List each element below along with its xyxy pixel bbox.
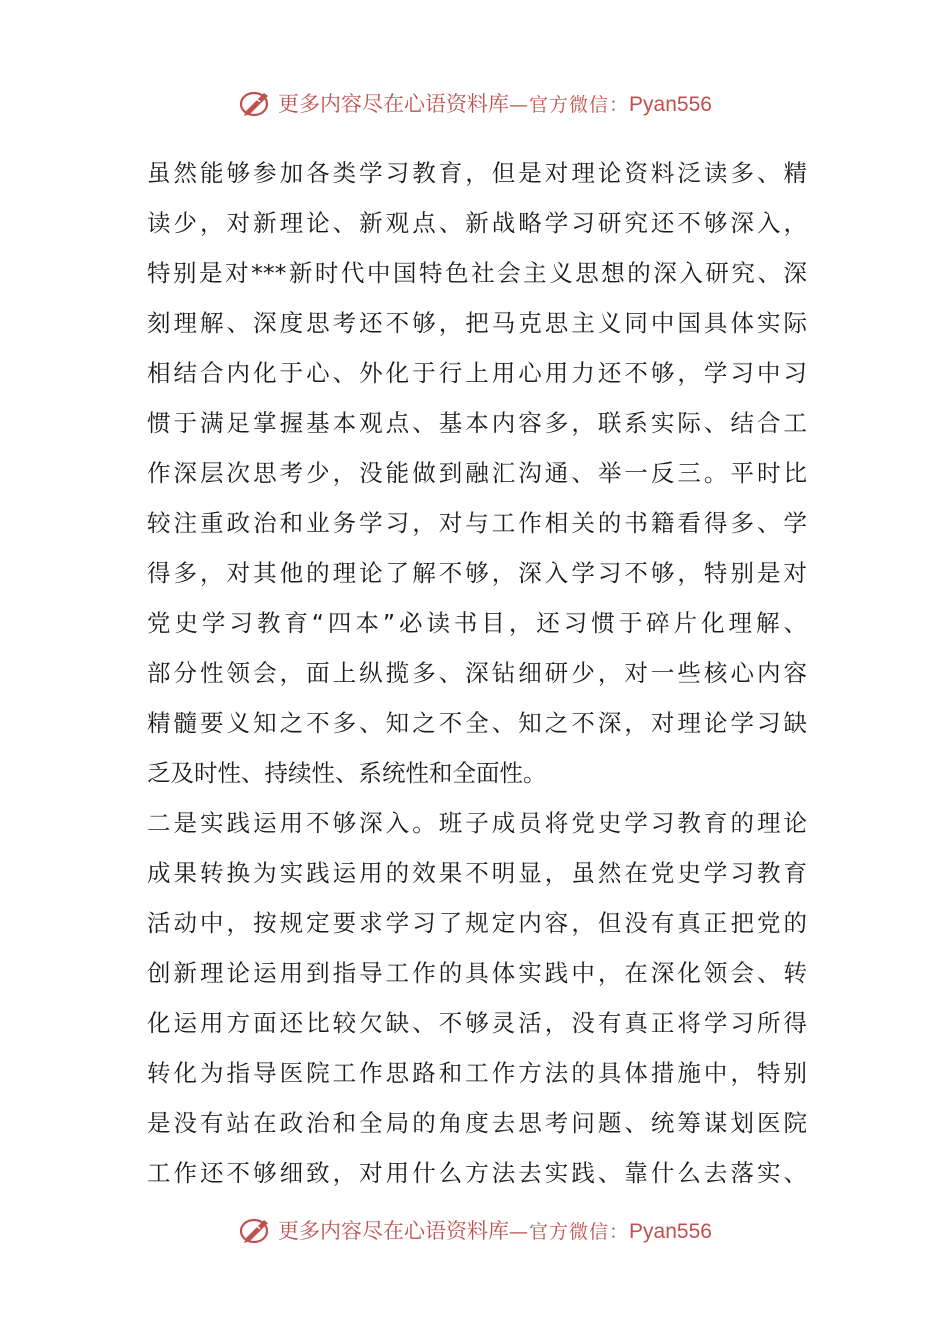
pen-logo-icon xyxy=(238,1214,274,1246)
footer-wechat-id: Pyan556 xyxy=(629,1220,712,1243)
body-line: 惯于满足掌握基本观点、基本内容多，联系实际、结合工 xyxy=(147,409,807,437)
footer-banner-text xyxy=(278,1215,712,1245)
body-line: 虽然能够参加各类学习教育，但是对理论资料泛读多、精 xyxy=(147,159,807,187)
pen-logo-icon xyxy=(238,87,274,119)
body-line: 读少，对新理论、新观点、新战略学习研究还不够深入， xyxy=(147,209,807,237)
header-banner-text xyxy=(278,88,712,118)
body-line: 得多，对其他的理论了解不够，深入学习不够，特别是对 xyxy=(147,559,807,587)
document-body xyxy=(147,148,807,1198)
body-line: 二是实践运用不够深入。班子成员将党史学习教育的理论 xyxy=(147,809,807,837)
footer-banner xyxy=(0,1210,950,1250)
header-wechat-id: Pyan556 xyxy=(629,93,712,116)
header-banner-content xyxy=(238,87,712,119)
body-line: 成果转换为实践运用的效果不明显，虽然在党史学习教育 xyxy=(147,859,807,887)
footer-sub-text: —官方微信： xyxy=(509,1221,630,1243)
footer-main-text: 更多内容尽在心语资料库 xyxy=(278,1219,510,1243)
body-line: 较注重政治和业务学习，对与工作相关的书籍看得多、学 xyxy=(147,509,807,537)
body-line: 精髓要义知之不多、知之不全、知之不深，对理论学习缺 xyxy=(147,709,807,737)
body-line: 相结合内化于心、外化于行上用心用力还不够，学习中习 xyxy=(147,359,807,387)
body-line: 部分性领会，面上纵揽多、深钻细研少，对一些核心内容 xyxy=(147,659,807,687)
body-line: 创新理论运用到指导工作的具体实践中，在深化领会、转 xyxy=(147,959,807,987)
body-line: 作深层次思考少，没能做到融汇沟通、举一反三。平时比 xyxy=(147,459,807,487)
body-line: 活动中，按规定要求学习了规定内容，但没有真正把党的 xyxy=(147,909,807,937)
body-line: 是没有站在政治和全局的角度去思考问题、统筹谋划医院 xyxy=(147,1109,807,1137)
header-banner xyxy=(0,83,950,123)
paragraph-end-line: 乏及时性、持续性、系统性和全面性。 xyxy=(147,759,547,787)
body-line: 特别是对***新时代中国特色社会主义思想的深入研究、深 xyxy=(147,259,807,287)
footer-banner-content xyxy=(238,1214,712,1246)
header-sub-text: —官方微信： xyxy=(509,94,630,116)
body-line: 工作还不够细致，对用什么方法去实践、靠什么去落实、 xyxy=(147,1159,807,1187)
body-line: 党史学习教育“四本”必读书目，还习惯于碎片化理解、 xyxy=(147,609,807,637)
body-line: 刻理解、深度思考还不够，把马克思主义同中国具体实际 xyxy=(147,309,807,337)
body-line: 转化为指导医院工作思路和工作方法的具体措施中，特别 xyxy=(147,1059,807,1087)
body-line: 化运用方面还比较欠缺、不够灵活，没有真正将学习所得 xyxy=(147,1009,807,1037)
header-main-text: 更多内容尽在心语资料库 xyxy=(278,92,510,116)
